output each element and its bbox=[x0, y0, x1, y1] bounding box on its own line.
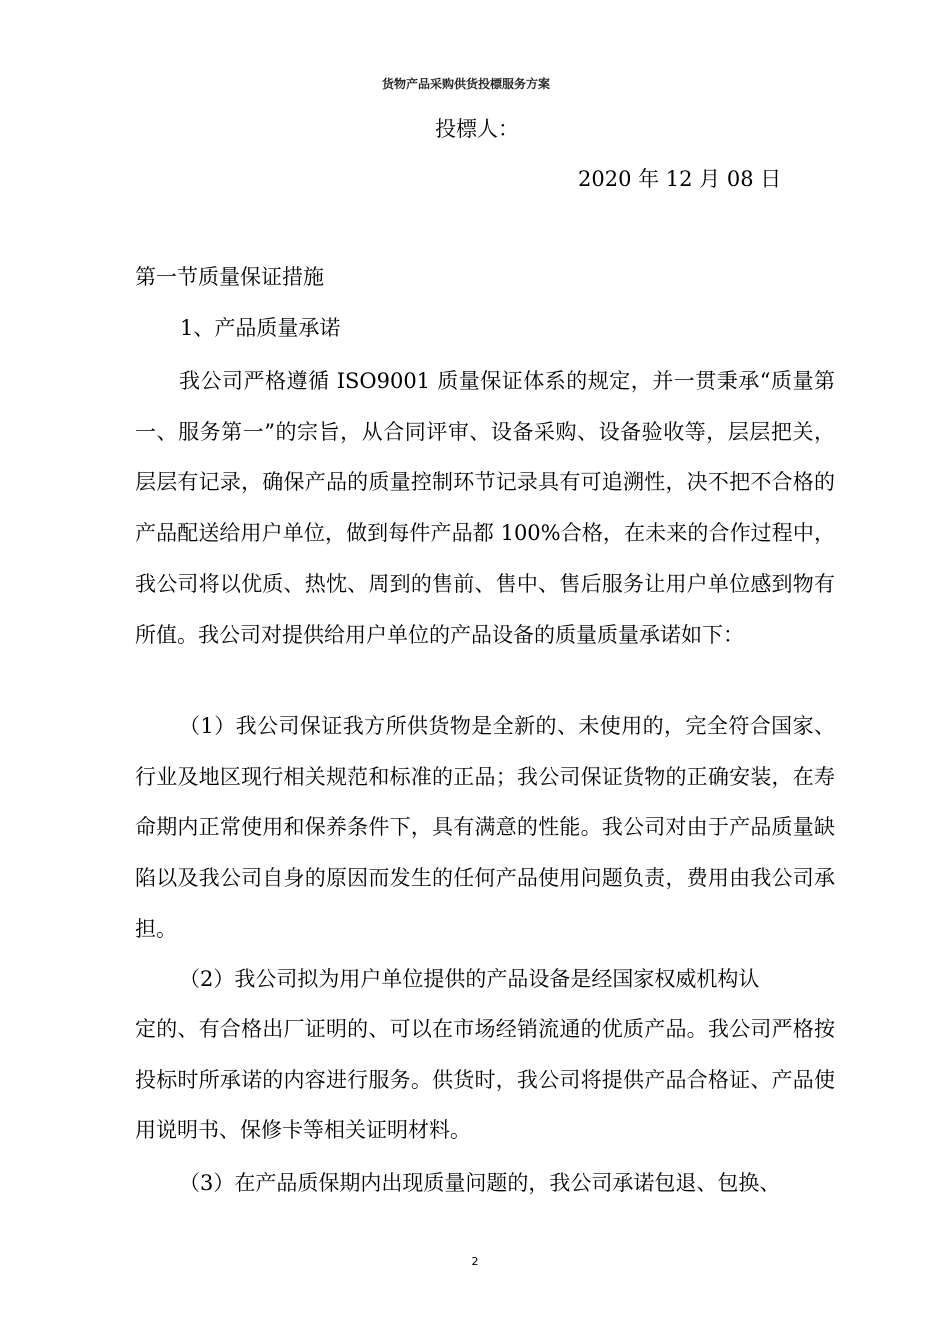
paragraph-item-1: （1）我公司保证我方所供货物是全新的、未使用的，完全符合国家、行业及地区现行相关规范和标准的正品；我公司保证货物的正确安装，在寿命期内正常使用和保养条件下，具有满意的性能。我公司对由于产品质量缺陷以及我公司自身的原因而发生的任何产品使用问题负责，费用由我公司承担。 bbox=[135, 714, 835, 941]
paragraph-item-2-first-line: （2）我公司拟为用户单位提供的产品设备是经国家权威机构认 bbox=[179, 967, 760, 991]
document-header-title: 货物产品采购供货投標服务方案 bbox=[382, 77, 551, 91]
paragraph-item-2-continued: 定的、有合格出厂证明的、可以在市场经销流通的优质产品。我公司严格按投标时所承诺的内容进行服务。供货时，我公司将提供产品合格证、产品使用说明书、保修卡等相关证明材料。 bbox=[135, 1017, 835, 1143]
section-heading: 第一节质量保证措施 bbox=[135, 265, 324, 289]
subsection-heading: 1、产品质量承诺 bbox=[180, 316, 341, 340]
document-date: 2020 年 12 月 08 日 bbox=[578, 167, 782, 191]
bidder-label: 投標人： bbox=[435, 117, 519, 141]
paragraph-quality-commitment: 我公司严格遵循 ISO9001 质量保证体系的规定，并一贯秉承“质量第一、服务第一”的宗旨，从合同评审、设备采购、设备验收等，层层把关，层层有记录，确保产品的质量控制环节记录具有可追溯性，决不把不合格的产品配送给用户单位，做到每件产品都 100%合格，在未来的合作过程中，我公司将以优质、热忱、周到的售前、售中、售后服务让用户单位感到物有所值。我公司对提供给用户单位的产品设备的质量质量承诺如下： bbox=[135, 369, 835, 647]
paragraph-item-3: （3）在产品质保期内出现质量问题的，我公司承诺包退、包换、 bbox=[179, 1171, 781, 1195]
page-number: 2 bbox=[471, 1255, 479, 1268]
